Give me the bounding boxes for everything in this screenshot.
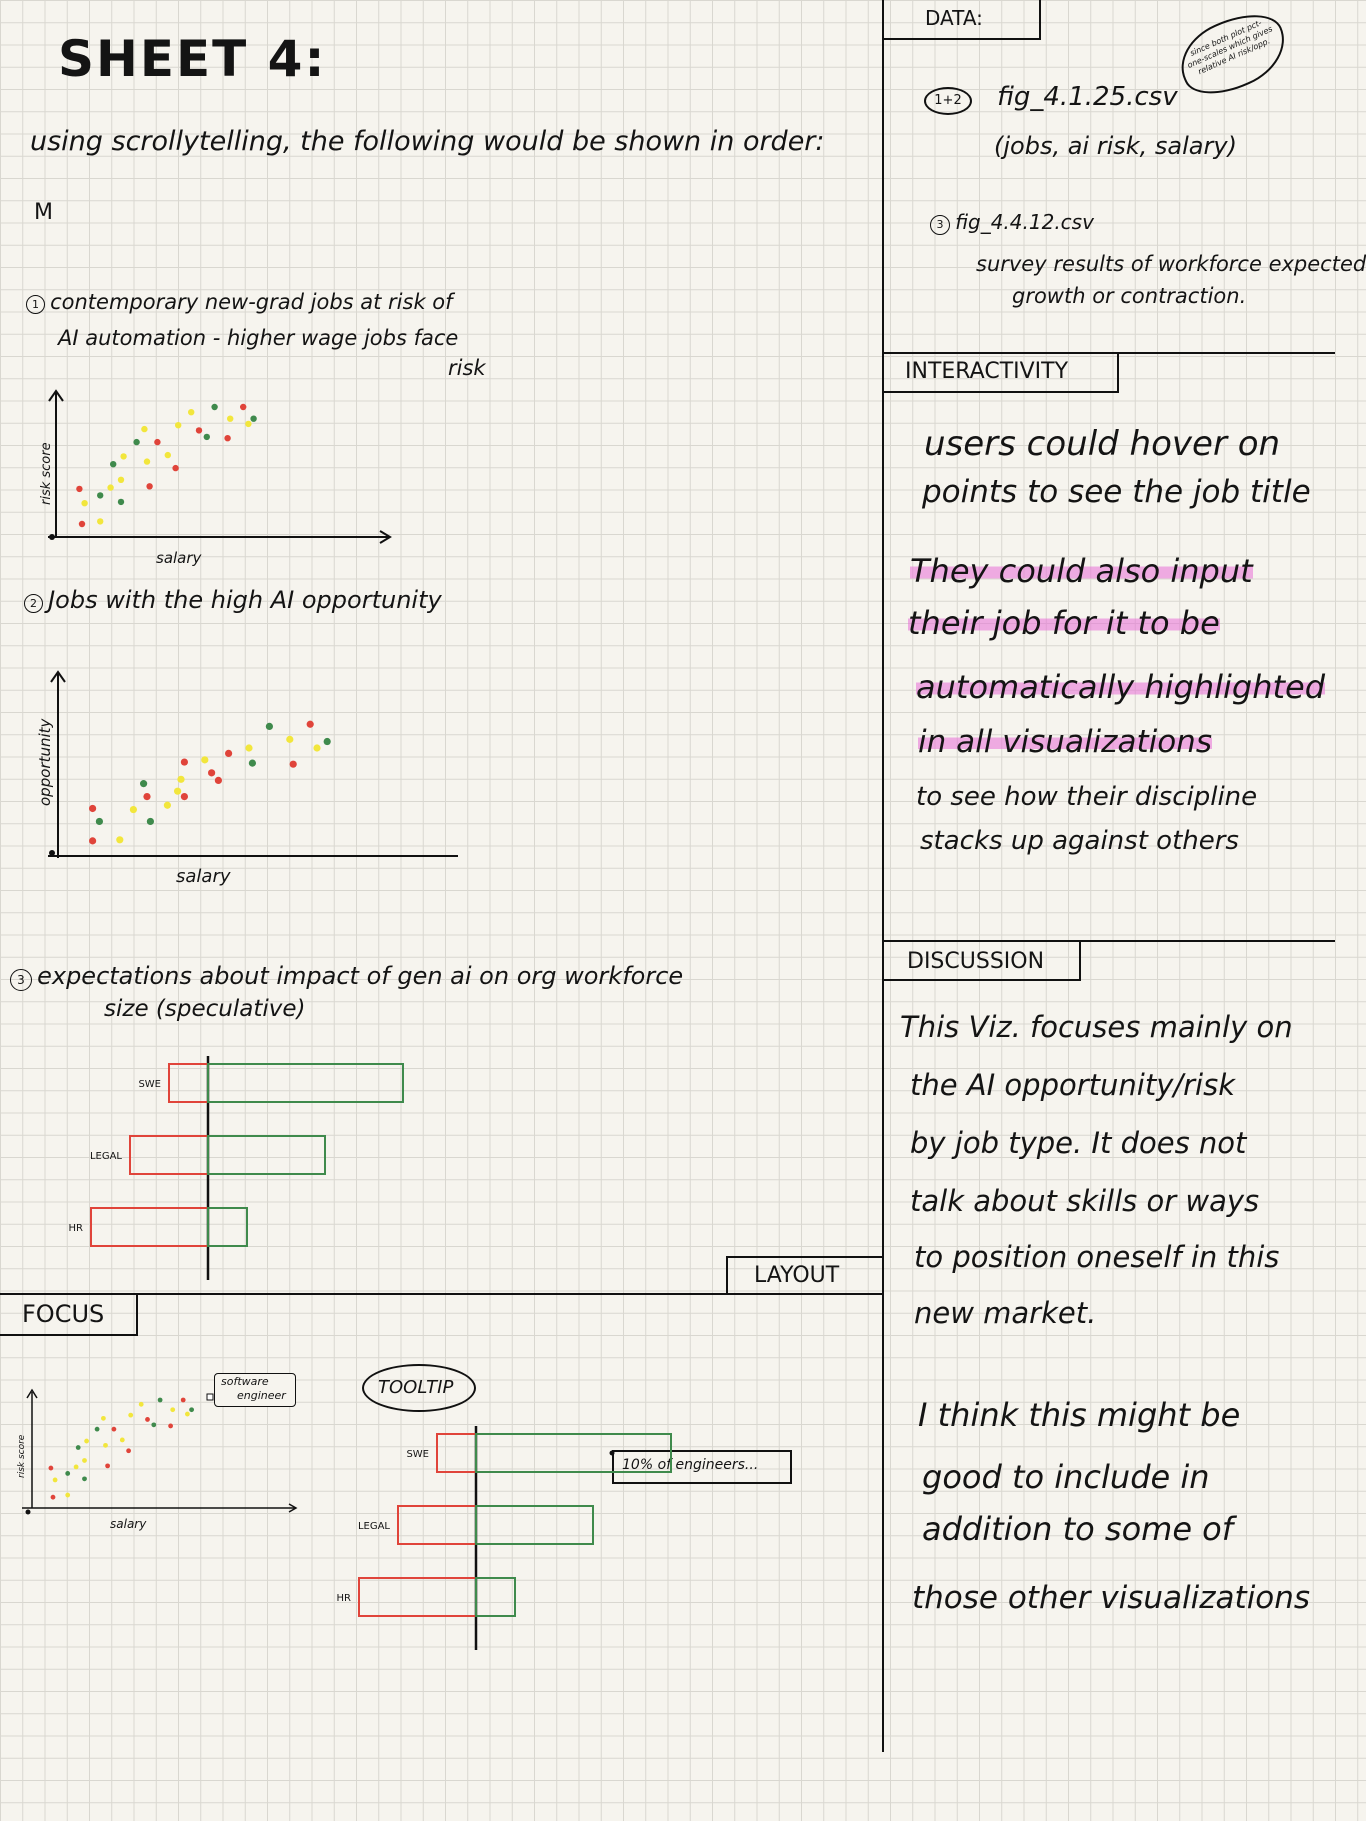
workforce-category-label: SWE [138, 1079, 161, 1090]
data-item-2 [930, 210, 1094, 235]
risk-point-6[interactable] [107, 484, 113, 490]
data-item-2-number: 3 [930, 215, 950, 235]
risk-scatter-chart [38, 385, 398, 570]
opportunity-point-17[interactable] [225, 750, 232, 757]
risk-point-22[interactable] [211, 404, 217, 410]
risk-point-1[interactable] [79, 521, 85, 527]
risk-point-7[interactable] [118, 477, 124, 483]
section-1-line1: contemporary new-grad jobs at risk of [50, 290, 453, 314]
opportunity-point-5[interactable] [130, 806, 137, 813]
focus-label: FOCUS [22, 1300, 105, 1328]
discussion-label-box [883, 941, 1081, 981]
risk-point-20[interactable] [188, 409, 194, 415]
discussion-p2-line3: addition to some of [922, 1510, 1234, 1548]
focus-point-3[interactable] [53, 1478, 58, 1483]
opportunity-point-1[interactable] [89, 837, 96, 844]
section-1-heading [26, 290, 453, 314]
focus-point-15[interactable] [105, 1463, 110, 1468]
workforce-bar-chart [40, 1050, 440, 1280]
risk-point-5[interactable] [97, 492, 103, 498]
workforce-bar-legal-growth[interactable] [208, 1136, 325, 1174]
risk-point-2[interactable] [97, 518, 103, 524]
interactivity-label-box [883, 353, 1119, 393]
risk-point-27[interactable] [250, 416, 256, 422]
opp-points-group[interactable] [89, 721, 331, 845]
focus-point-4[interactable] [49, 1466, 54, 1471]
workforce-bar-hr-contraction[interactable] [91, 1208, 208, 1246]
risk-point-18[interactable] [175, 422, 181, 428]
discussion-p1-line6: new market. [914, 1296, 1097, 1330]
opportunity-point-24[interactable] [313, 744, 320, 751]
interactivity-p3-line1: to see how their discipline [916, 782, 1258, 812]
data-item-1-desc: (jobs, ai risk, salary) [994, 132, 1237, 160]
data-label: DATA: [925, 6, 983, 30]
section-1-line3: risk [448, 356, 486, 380]
page-title: SHEET 4: [58, 30, 327, 88]
discussion-p1-line1: This Viz. focuses mainly on [900, 1010, 1293, 1044]
focus-point-9[interactable] [84, 1439, 89, 1444]
section-3-heading [10, 962, 683, 991]
layout-category-label: HR [336, 1593, 351, 1604]
discussion-p2-line1: I think this might be [918, 1396, 1241, 1434]
focus-point-17[interactable] [126, 1448, 131, 1453]
layout-bar-hr-contraction[interactable] [359, 1578, 476, 1616]
focus-point-8[interactable] [82, 1476, 87, 1481]
focus-point-10[interactable] [76, 1445, 81, 1450]
focus-point-13[interactable] [112, 1427, 117, 1432]
risk-point-3[interactable] [81, 500, 87, 506]
discussion-p1-line4: talk about skills or ways [910, 1184, 1260, 1218]
focus-point-22[interactable] [158, 1398, 163, 1403]
data-label-box [883, 0, 1041, 40]
risk-y-label: risk score [39, 442, 54, 505]
data-item-2-desc1: survey results of workforce expected [976, 252, 1366, 276]
layout-bar-hr-growth[interactable] [476, 1578, 515, 1616]
focus-point-12[interactable] [103, 1443, 108, 1448]
layout-label-box [726, 1256, 884, 1294]
focus-point-16[interactable] [120, 1438, 125, 1443]
layout-category-label: SWE [406, 1449, 429, 1460]
focus-point-23[interactable] [170, 1407, 175, 1412]
opportunity-point-25[interactable] [324, 738, 331, 745]
opp-origin-dot [49, 850, 55, 856]
opportunity-point-3[interactable] [96, 818, 103, 825]
focus-point-19[interactable] [145, 1417, 150, 1422]
focus-points-group[interactable] [49, 1398, 195, 1500]
opportunity-point-16[interactable] [215, 777, 222, 784]
data-cloud-note [1169, 1, 1297, 108]
section-3-line1: expectations about impact of gen ai on org workforce [37, 962, 684, 990]
opportunity-point-15[interactable] [208, 769, 215, 776]
focus-point-7[interactable] [82, 1458, 87, 1463]
risk-x-label: salary [156, 549, 202, 567]
opportunity-point-9[interactable] [164, 802, 171, 809]
opportunity-point-10[interactable] [177, 776, 184, 783]
focus-point-5[interactable] [65, 1471, 70, 1476]
stray-mark: M [34, 200, 53, 225]
data-cloud-text: since both plot pct-one-scales which gives relative AI risk/opp. [1186, 18, 1274, 77]
opportunity-point-4[interactable] [89, 805, 96, 812]
section-2-heading [24, 586, 442, 614]
opportunity-point-7[interactable] [147, 818, 154, 825]
bar-tooltip-text: 10% of engineers... [622, 1457, 759, 1473]
focus-point-25[interactable] [168, 1424, 173, 1429]
discussion-p2-line4: those other visualizations [912, 1580, 1311, 1616]
opportunity-point-20[interactable] [249, 760, 256, 767]
data-item-1-number: 1+2 [924, 87, 972, 115]
intro-text: using scrollytelling, the following would be shown in order: [30, 126, 825, 157]
risk-point-14[interactable] [141, 426, 147, 432]
data-label-underline [883, 38, 1040, 40]
discussion-p2-line2: good to include in [922, 1458, 1210, 1496]
risk-point-24[interactable] [240, 404, 246, 410]
focus-point-2[interactable] [65, 1493, 70, 1498]
interactivity-p2-line1: They could also input [910, 552, 1253, 590]
data-item-2-file: fig_4.4.12.csv [955, 210, 1094, 234]
focus-point-21[interactable] [151, 1422, 156, 1427]
interactivity-p2-line4: in all visualizations [918, 724, 1212, 760]
opportunity-scatter-chart [28, 660, 468, 890]
opportunity-point-19[interactable] [266, 723, 273, 730]
workforce-category-label: HR [68, 1223, 83, 1234]
layout-bar-swe-contraction[interactable] [437, 1434, 476, 1472]
discussion-p1-line5: to position oneself in this [914, 1240, 1280, 1274]
risk-point-21[interactable] [204, 434, 210, 440]
risk-point-13[interactable] [154, 439, 160, 445]
workforce-bars[interactable] [69, 1056, 403, 1280]
opportunity-point-12[interactable] [181, 758, 188, 765]
risk-point-15[interactable] [146, 483, 152, 489]
opportunity-point-8[interactable] [140, 780, 147, 787]
section-3-line2: size (speculative) [104, 996, 306, 1022]
tooltip-label: TOOLTIP [378, 1377, 454, 1398]
discussion-p1-line3: by job type. It does not [910, 1126, 1247, 1160]
focus-highlight-point [207, 1394, 213, 1400]
opp-y-label: opportunity [36, 718, 54, 806]
interactivity-label: INTERACTIVITY [905, 359, 1069, 384]
layout-diverging-bar-chart [336, 1400, 820, 1740]
risk-point-11[interactable] [133, 439, 139, 445]
discussion-p1-line2: the AI opportunity/risk [910, 1068, 1236, 1102]
risk-point-9[interactable] [120, 453, 126, 459]
risk-point-12[interactable] [144, 458, 150, 464]
discussion-label: DISCUSSION [907, 949, 1045, 974]
data-item-1 [924, 82, 1178, 115]
opportunity-point-11[interactable] [174, 788, 181, 795]
section-3-number: 3 [10, 969, 32, 991]
workforce-category-label: LEGAL [89, 1151, 122, 1162]
focus-point-18[interactable] [128, 1413, 133, 1418]
section-1-line2: AI automation - higher wage jobs face [58, 326, 459, 350]
section-2-number: 2 [24, 594, 43, 613]
opportunity-point-21[interactable] [286, 736, 293, 743]
layout-bar-swe-growth[interactable] [476, 1434, 671, 1472]
opportunity-point-23[interactable] [290, 761, 297, 768]
focus-point-11[interactable] [95, 1427, 100, 1432]
opportunity-point-13[interactable] [181, 793, 188, 800]
opp-x-label: salary [176, 866, 231, 887]
opportunity-point-6[interactable] [143, 793, 150, 800]
risk-point-16[interactable] [165, 452, 171, 458]
focus-point-14[interactable] [101, 1416, 106, 1421]
focus-x-label: salary [110, 1517, 147, 1531]
focus-callout-line2: engineer [237, 1389, 286, 1402]
layout-bar-legal-growth[interactable] [476, 1506, 593, 1544]
focus-point-27[interactable] [189, 1407, 194, 1412]
workforce-bar-swe-contraction[interactable] [169, 1064, 208, 1102]
layout-hover-cursor-dot [610, 1451, 615, 1456]
opportunity-point-2[interactable] [116, 836, 123, 843]
data-item-2-desc2: growth or contraction. [1012, 284, 1247, 308]
risk-points-group[interactable] [76, 404, 257, 527]
risk-point-25[interactable] [224, 435, 230, 441]
layout-category-label: LEGAL [357, 1521, 390, 1532]
focus-callout-box [214, 1373, 296, 1407]
focus-origin-dot [26, 1510, 31, 1515]
right-column-divider [882, 0, 884, 1752]
risk-point-19[interactable] [196, 427, 202, 433]
risk-point-8[interactable] [118, 499, 124, 505]
risk-point-4[interactable] [76, 486, 82, 492]
risk-point-17[interactable] [172, 465, 178, 471]
interactivity-p2-line2: their job for it to be [908, 604, 1220, 642]
risk-point-10[interactable] [110, 461, 116, 467]
section-1-number: 1 [26, 295, 45, 314]
section-2-text: Jobs with the high AI opportunity [48, 586, 442, 614]
focus-label-box [0, 1294, 138, 1336]
layout-diverging-bars[interactable] [337, 1426, 671, 1650]
focus-point-1[interactable] [51, 1495, 56, 1500]
interactivity-p1-line1: users could hover on [924, 424, 1281, 464]
focus-point-24[interactable] [181, 1398, 186, 1403]
interactivity-p3-line2: stacks up against others [920, 826, 1239, 856]
opportunity-point-18[interactable] [245, 744, 252, 751]
data-item-1-file: fig_4.1.25.csv [997, 82, 1178, 112]
workforce-bar-legal-contraction[interactable] [130, 1136, 208, 1174]
focus-point-6[interactable] [74, 1465, 79, 1470]
interactivity-p1-line2: points to see the job title [922, 474, 1311, 510]
risk-point-23[interactable] [227, 416, 233, 422]
risk-point-26[interactable] [245, 421, 251, 427]
opportunity-point-22[interactable] [307, 721, 314, 728]
layout-bar-legal-contraction[interactable] [398, 1506, 476, 1544]
workforce-bar-swe-growth[interactable] [208, 1064, 403, 1102]
workforce-bar-hr-growth[interactable] [208, 1208, 247, 1246]
focus-point-20[interactable] [139, 1402, 144, 1407]
focus-point-26[interactable] [185, 1412, 190, 1417]
layout-label: LAYOUT [754, 1263, 840, 1288]
interactivity-p2-line3: automatically highlighted [916, 668, 1326, 706]
opportunity-point-14[interactable] [201, 756, 208, 763]
risk-origin-dot [49, 534, 55, 540]
focus-callout-line1: software [221, 1375, 269, 1388]
focus-y-label: risk score [17, 1434, 27, 1478]
